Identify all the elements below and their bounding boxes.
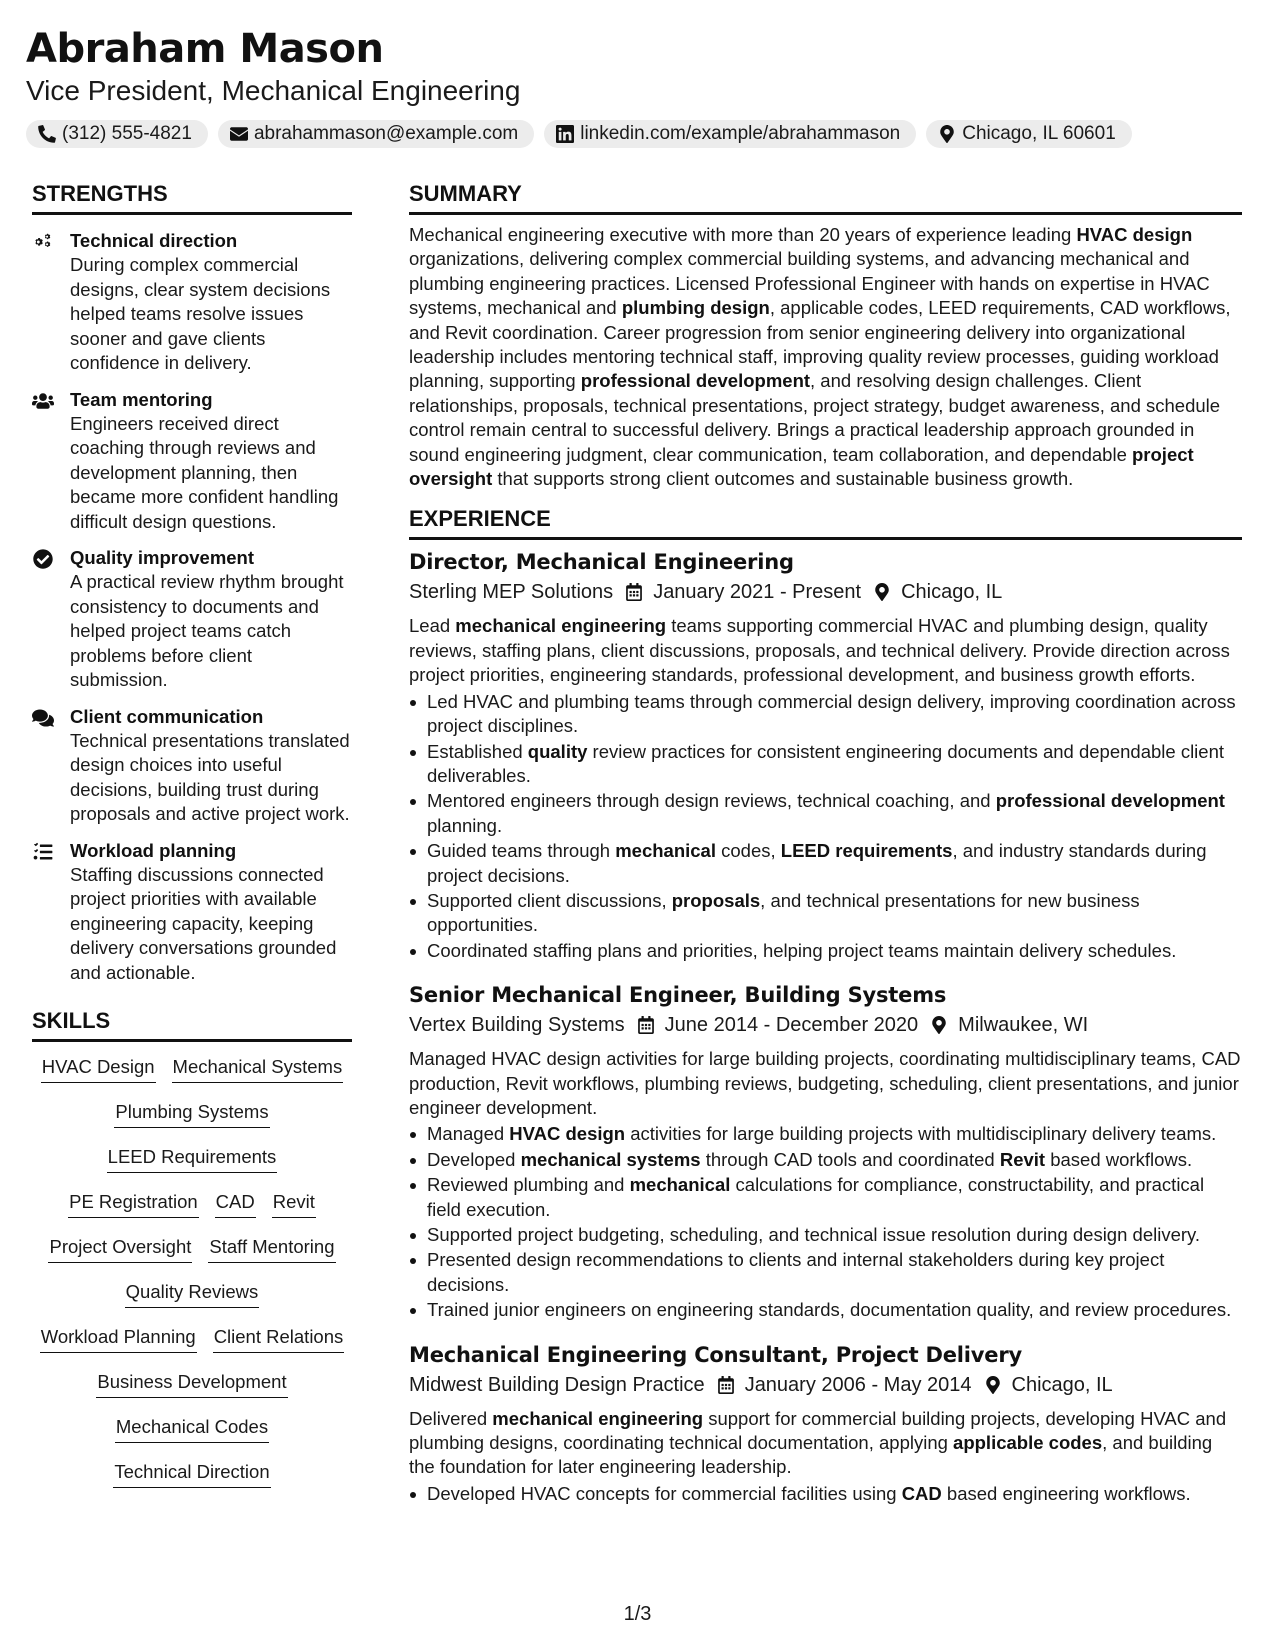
- job-dates: June 2014 - December 2020: [664, 1014, 919, 1037]
- strength-title: Client communication: [70, 705, 264, 727]
- job-bullet: Trained junior engineers on engineering standards, documentation quality, and review procedures.: [409, 1298, 1242, 1322]
- check-circle-icon: [32, 546, 70, 693]
- job-location: Chicago, IL: [901, 581, 1003, 604]
- job-meta: [409, 1011, 1242, 1039]
- skills-row: [32, 1324, 352, 1369]
- calendar-icon: [717, 1376, 735, 1394]
- calendar-icon: [625, 583, 643, 601]
- job-bullet: Developed mechanical systems through CAD tools and coordinated Revit based workflows.: [409, 1148, 1242, 1172]
- email-pill[interactable]: [218, 120, 534, 148]
- skills-row: [32, 1144, 352, 1189]
- strength-description: Engineers received direct coaching through reviews and development planning, then became more confident handling difficult design questions.: [70, 412, 339, 532]
- strength-title: Workload planning: [70, 839, 237, 861]
- job-dates: January 2006 - May 2014: [744, 1373, 972, 1396]
- experience-list: [409, 548, 1242, 1506]
- job-company: Sterling MEP Solutions: [409, 581, 614, 604]
- skill-tag: Mechanical Systems: [172, 1054, 344, 1083]
- map-pin-icon: [873, 583, 891, 601]
- strength-description: During complex commercial designs, clear system decisions helped teams resolve issues sooner and gave clients confidence in delivery.: [70, 254, 331, 373]
- map-pin-icon: [984, 1376, 1002, 1394]
- job-company: Midwest Building Design Practice: [409, 1373, 705, 1396]
- skill-tag: CAD: [215, 1189, 256, 1218]
- candidate-name: Abraham Mason: [26, 26, 384, 72]
- job-entry: [409, 981, 1242, 1322]
- skill-tag: PE Registration: [68, 1189, 199, 1218]
- job-bullet: Supported project budgeting, scheduling, and technical issue resolution during design delivery.: [409, 1223, 1242, 1247]
- job-bullets: [409, 690, 1242, 963]
- skill-tag: Mechanical Codes: [115, 1414, 269, 1443]
- gears-icon: [32, 229, 70, 376]
- skill-tag: Revit: [272, 1189, 316, 1218]
- strength-title: Team mentoring: [70, 388, 213, 410]
- job-bullets: [409, 1482, 1242, 1506]
- strengths-list: [32, 229, 352, 985]
- strength-item: [32, 388, 352, 535]
- envelope-icon: [230, 125, 248, 143]
- strength-item: [32, 546, 352, 693]
- job-entry: [409, 548, 1242, 963]
- skills-heading: SKILLS: [32, 1007, 352, 1042]
- skills-row: [32, 1234, 352, 1279]
- job-bullet: Led HVAC and plumbing teams through commercial design delivery, improving coordination across project disciplines.: [409, 690, 1242, 739]
- job-company: Vertex Building Systems: [409, 1014, 625, 1037]
- skill-tag: Project Oversight: [48, 1234, 192, 1263]
- experience-heading: EXPERIENCE: [409, 505, 1242, 540]
- skill-tag: Business Development: [96, 1369, 287, 1398]
- resume-header: [26, 24, 1256, 148]
- skill-tag: LEED Requirements: [107, 1144, 278, 1173]
- job-bullet: Managed HVAC design activities for large building projects with multidisciplinary delivery teams.: [409, 1122, 1242, 1146]
- skill-tag: Workload Planning: [40, 1324, 197, 1353]
- phone-text: (312) 555-4821: [62, 123, 192, 144]
- summary-text: Mechanical engineering executive with more than 20 years of experience leading HVAC design organizations, delivering complex commercial building systems, and advancing mechanical and plumbing engineering practices. Licensed Professional Engineer with hands on expertise in HVAC systems, mechanical and plumbing design, applicable codes, LEED requirements, CAD workflows, and Revit coordination. Career progression from senior engineering delivery into organizational leadership includes mentoring technical staff, improving quality review processes, guiding workload planning, supporting professional development, and resolving design challenges. Client relationships, proposals, technical presentations, project strategy, budget awareness, and schedule control remain central to successful delivery. Brings a practical leadership approach grounded in sound engineering judgment, clear communication, team collaboration, and dependable project oversight that supports strong client outcomes and sustainable business growth.: [409, 224, 1231, 490]
- strength-item: [32, 229, 352, 376]
- strength-description: Technical presentations translated design choices into useful decisions, building trust during proposals and active project work.: [70, 729, 350, 824]
- job-title: Mechanical Engineering Consultant, Project Delivery: [409, 1342, 1022, 1367]
- job-description: Lead mechanical engineering teams supporting commercial HVAC and plumbing design, quality reviews, staffing plans, client discussions, proposals, and technical delivery. Provide direction across project priorities, engineering standards, professional development, and business growth efforts.: [409, 615, 1230, 686]
- job-bullet: Presented design recommendations to clients and internal stakeholders during key project decisions.: [409, 1248, 1242, 1297]
- left-column: [32, 180, 352, 1504]
- map-pin-icon: [938, 125, 956, 143]
- skills-row: [32, 1459, 352, 1504]
- map-pin-icon: [930, 1016, 948, 1034]
- job-description: Delivered mechanical engineering support for commercial building projects, developing HVAC and plumbing designs, coordinating technical documentation, applying applicable codes, and building the foundation for later engineering leadership.: [409, 1407, 1227, 1478]
- summary-heading: SUMMARY: [409, 180, 1242, 215]
- job-bullet: Guided teams through mechanical codes, LEED requirements, and industry standards during project decisions.: [409, 839, 1242, 888]
- job-bullet: Supported client discussions, proposals, and technical presentations for new business opportunities.: [409, 889, 1242, 938]
- location-text: Chicago, IL 60601: [962, 123, 1116, 144]
- job-entry: [409, 1341, 1242, 1507]
- page-number: 1/3: [623, 1603, 652, 1625]
- skill-tag: Client Relations: [213, 1324, 345, 1353]
- candidate-title: Vice President, Mechanical Engineering: [26, 75, 521, 106]
- job-dates: January 2021 - Present: [653, 581, 862, 604]
- phone-icon: [38, 125, 56, 143]
- list-check-icon: [32, 839, 70, 986]
- contact-bar: [26, 120, 1256, 148]
- skill-tag: Quality Reviews: [125, 1279, 260, 1308]
- job-bullet: Mentored engineers through design reviews, technical coaching, and professional development planning.: [409, 789, 1242, 838]
- users-icon: [32, 388, 70, 535]
- strength-description: A practical review rhythm brought consistency to documents and helped project teams catch problems before client submission.: [70, 571, 344, 690]
- skill-tag: HVAC Design: [41, 1054, 156, 1083]
- linkedin-text: linkedin.com/example/abrahammason: [580, 123, 901, 144]
- right-column: [409, 180, 1242, 1506]
- skill-tag: Staff Mentoring: [208, 1234, 335, 1263]
- job-location: Chicago, IL: [1011, 1373, 1113, 1396]
- strength-description: Staffing discussions connected project priorities with available engineering capacity, keeping delivery conversations grounded and actionable.: [70, 863, 337, 983]
- job-bullet: Coordinated staffing plans and priorities, helping project teams maintain delivery schedules.: [409, 939, 1242, 963]
- job-location: Milwaukee, WI: [958, 1014, 1089, 1037]
- skills-row: [32, 1369, 352, 1414]
- job-meta: [409, 1371, 1242, 1399]
- phone-pill[interactable]: [26, 120, 208, 148]
- skills-row: [32, 1189, 352, 1234]
- location-pill[interactable]: [926, 120, 1132, 148]
- job-title: Director, Mechanical Engineering: [409, 550, 794, 575]
- strength-title: Quality improvement: [70, 547, 255, 568]
- skills-row: [32, 1054, 352, 1099]
- job-description: Managed HVAC design activities for large building projects, coordinating multidisciplinary teams, CAD production, Revit workflows, plumbing reviews, budgeting, scheduling, client presentations, and junior engineer development.: [409, 1048, 1241, 1118]
- strength-item: [32, 839, 352, 986]
- skills-row: [32, 1099, 352, 1144]
- skills-row: [32, 1414, 352, 1459]
- linkedin-pill[interactable]: [544, 120, 916, 148]
- job-bullet: Reviewed plumbing and mechanical calculations for compliance, constructability, and practical field execution.: [409, 1173, 1242, 1222]
- strengths-heading: STRENGTHS: [32, 180, 352, 215]
- job-bullet: Developed HVAC concepts for commercial facilities using CAD based engineering workflows.: [409, 1482, 1242, 1506]
- comments-icon: [32, 705, 70, 827]
- strength-item: [32, 705, 352, 827]
- skill-tag: Plumbing Systems: [114, 1099, 269, 1128]
- email-text: abrahammason@example.com: [253, 123, 519, 144]
- job-title: Senior Mechanical Engineer, Building Systems: [409, 983, 947, 1008]
- calendar-icon: [637, 1016, 655, 1034]
- skills-row: [32, 1279, 352, 1324]
- strength-title: Technical direction: [70, 230, 238, 251]
- job-meta: [409, 578, 1242, 606]
- job-bullet: Established quality review practices for consistent engineering documents and dependable client deliverables.: [409, 740, 1242, 789]
- skill-tag: Technical Direction: [113, 1459, 270, 1488]
- linkedin-icon: [556, 125, 574, 143]
- skills-list: [32, 1054, 352, 1504]
- job-bullets: [409, 1122, 1242, 1322]
